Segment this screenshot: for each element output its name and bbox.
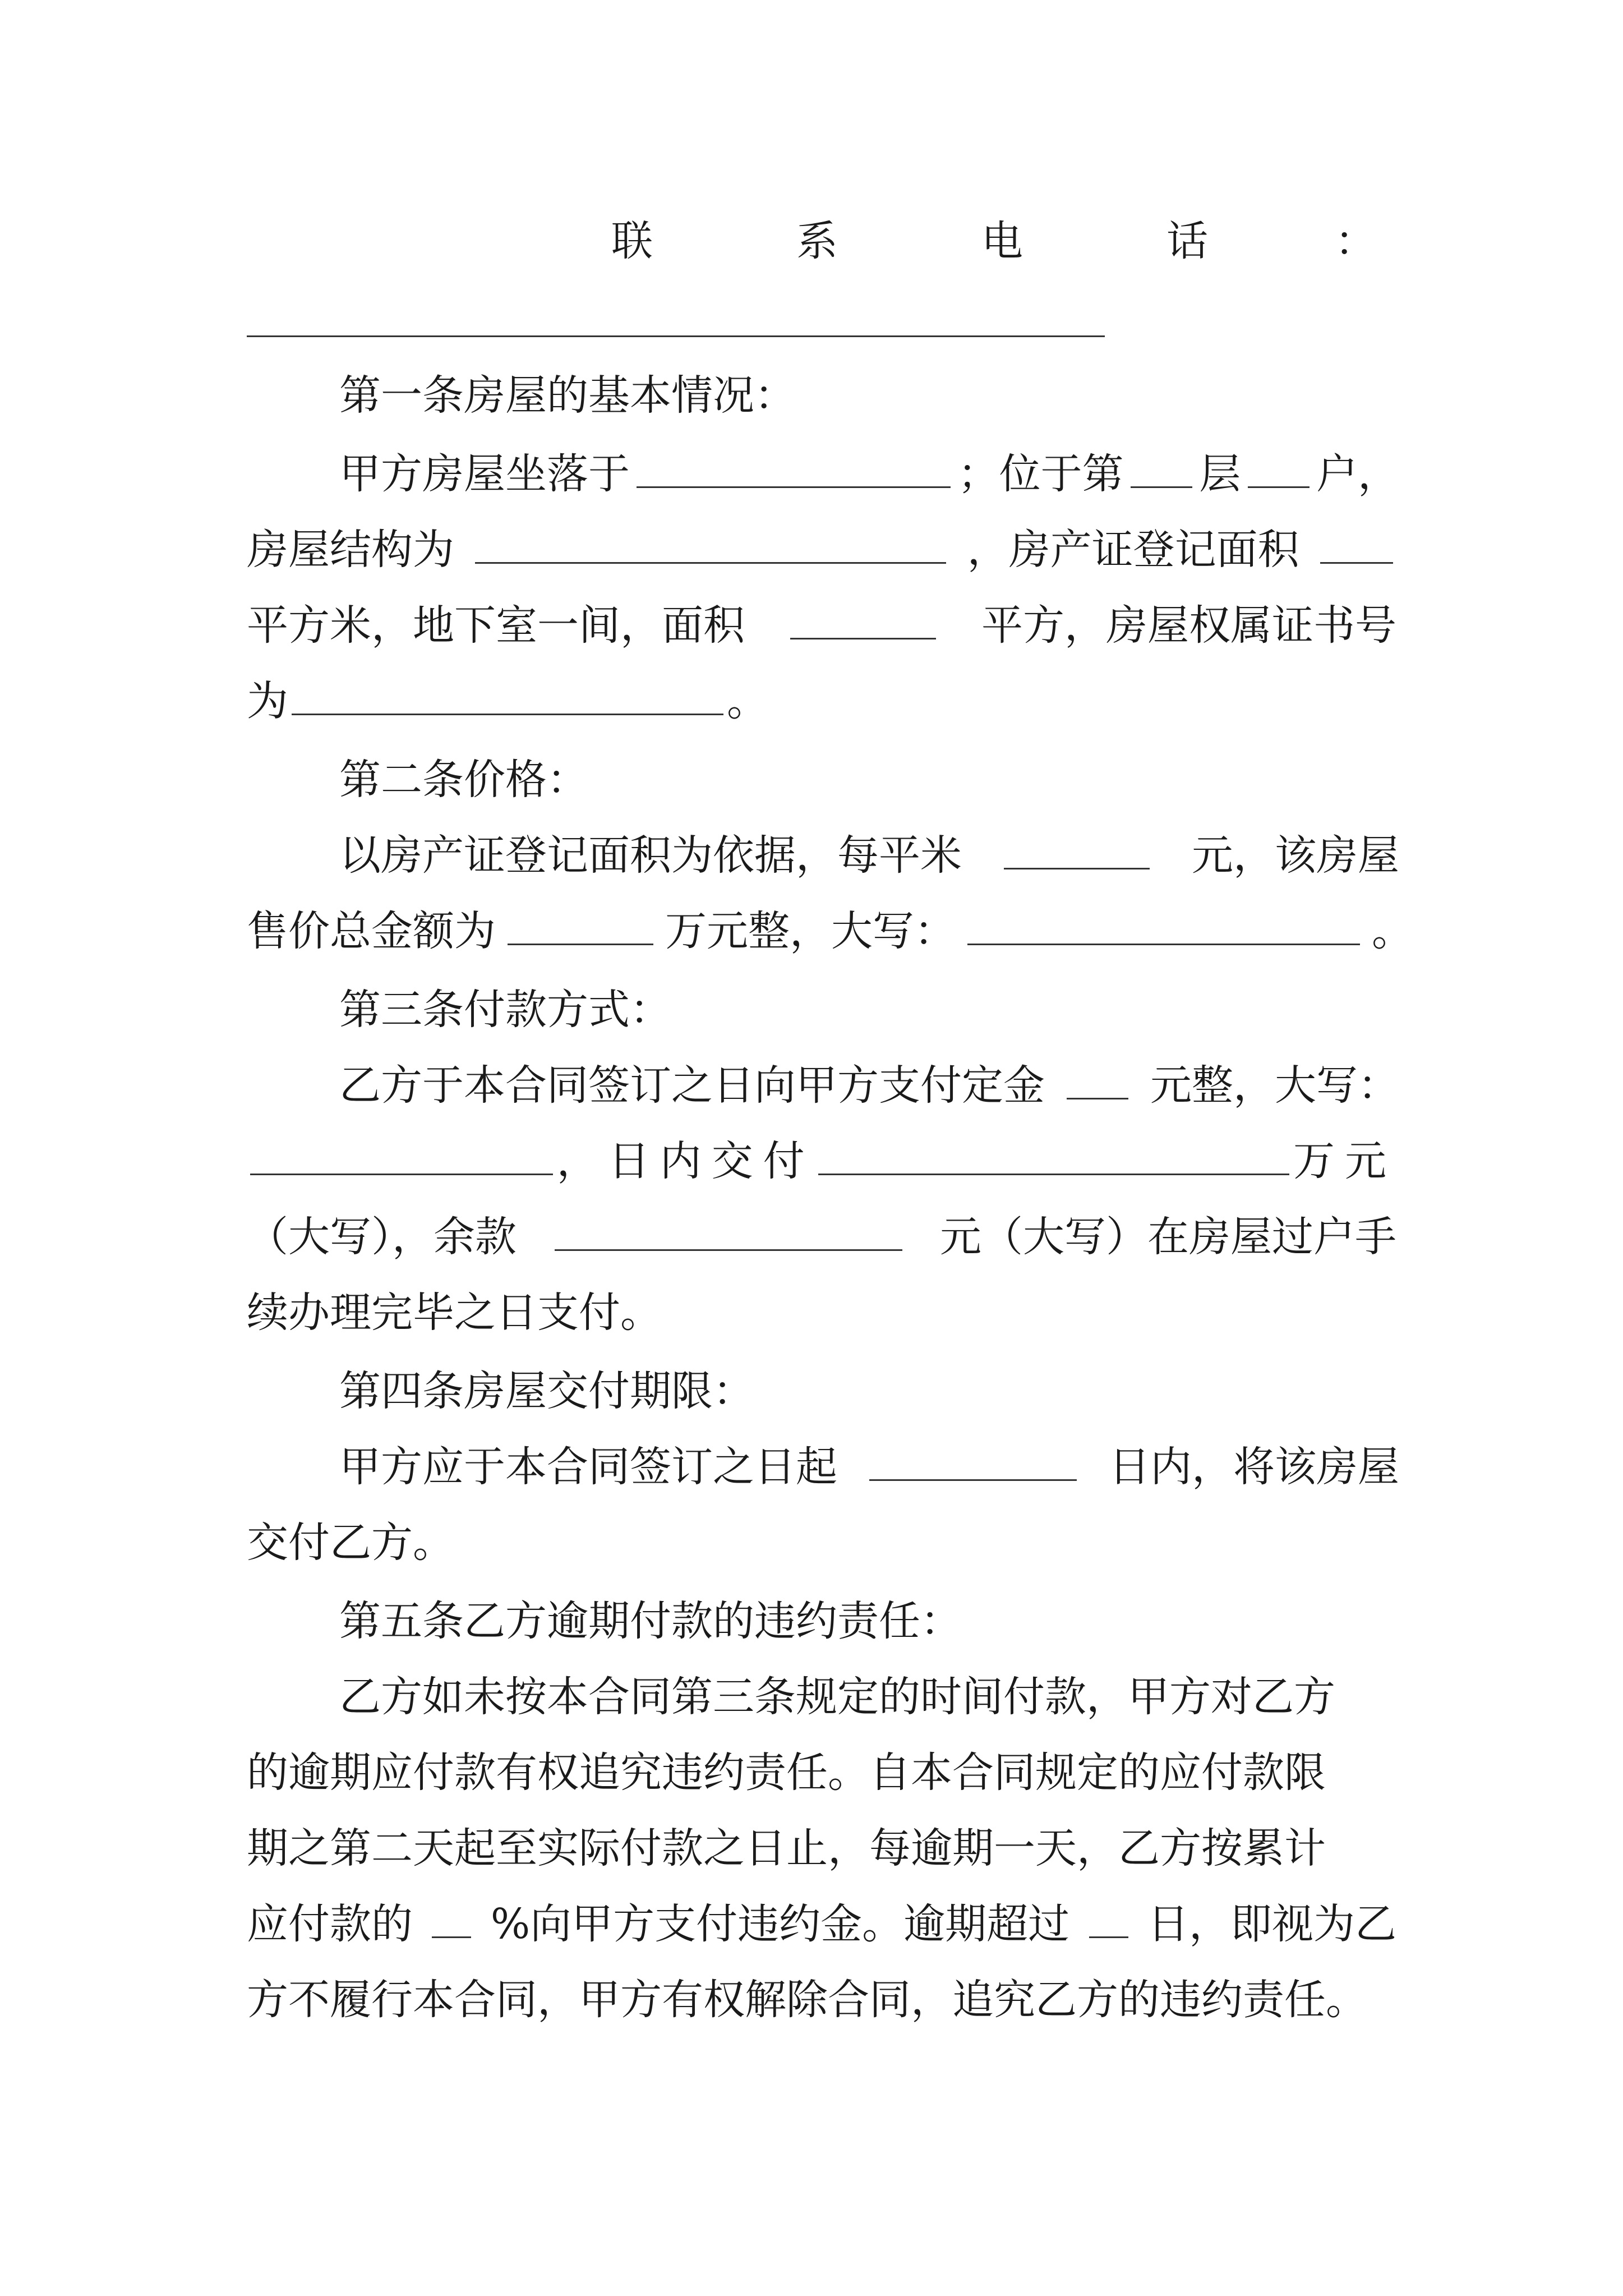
- text: 。: [1372, 907, 1413, 955]
- article-4-line-2: 交付乙方。: [247, 1519, 454, 1567]
- text: 以房产证登记面积为依据，每平米: [339, 831, 962, 880]
- floor-blank: [1131, 446, 1192, 488]
- article-3-line-1: [339, 1046, 1399, 1125]
- structure-blank: [475, 522, 946, 564]
- text: 乙方于本合同签订之日向甲方支付定金: [339, 1061, 1045, 1110]
- article-5-line-3: 期之第二天起至实际付款之日止，每逾期一天，乙方按累计: [247, 1824, 1326, 1872]
- text: 平方，房屋权属证书号: [981, 601, 1396, 650]
- text: 平方米，地下室一间，面积: [247, 601, 745, 650]
- text: 日内，将该房屋: [1109, 1443, 1399, 1491]
- header-char-4: 话: [1166, 217, 1208, 265]
- article-1-title: 第一条房屋的基本情况：: [339, 371, 796, 420]
- text: 元整，大写：: [1150, 1061, 1399, 1110]
- penalty-rate-blank: [432, 1896, 471, 1938]
- total-price-words-blank: [967, 903, 1360, 945]
- article-1-line-1: [339, 435, 1399, 513]
- text: 甲方应于本合同签订之日起: [339, 1443, 837, 1491]
- article-5-title: 第五条乙方逾期付款的违约责任：: [339, 1597, 962, 1645]
- deposit-blank: [1067, 1057, 1128, 1099]
- article-1-line-4: [247, 662, 1396, 740]
- unit-price-blank: [1004, 827, 1150, 869]
- article-2-line-2: [247, 892, 1413, 970]
- article-5-line-1: 乙方如未按本合同第三条规定的时间付款，甲方对乙方: [339, 1673, 1335, 1721]
- text: 元（大写）在房屋过户手: [940, 1213, 1396, 1261]
- text: 为: [247, 677, 288, 725]
- header-char-1: 联: [611, 217, 653, 265]
- text: 。: [727, 677, 768, 725]
- text: （大写），余款: [247, 1213, 517, 1261]
- text: 房屋结构为: [247, 526, 454, 574]
- header-char-2: 系: [796, 217, 838, 265]
- article-2-line-1: [339, 816, 1399, 895]
- article-5-line-5: 方不履行本合同，甲方有权解除合同，追究乙方的违约责任。: [247, 1976, 1367, 2024]
- article-3-line-3: [247, 1198, 1396, 1276]
- article-3-title: 第三条付款方式：: [339, 986, 671, 1034]
- location-blank: [637, 446, 951, 488]
- text: ，日内交付: [556, 1137, 815, 1185]
- text: 售价总金额为: [247, 907, 496, 955]
- text: 万元整，大写：: [665, 907, 956, 955]
- overdue-days-blank: [1089, 1896, 1128, 1938]
- area-blank: [1320, 522, 1393, 564]
- article-1-line-2: [247, 510, 1396, 589]
- text: 户，: [1316, 450, 1399, 498]
- text: 元，该房屋: [1192, 831, 1399, 880]
- article-5-line-2: 的逾期应付款有权追究违约责任。自本合同规定的应付款限: [247, 1749, 1326, 1797]
- text: 应付款的: [247, 1900, 413, 1948]
- article-5-line-4: [247, 1885, 1396, 1963]
- total-price-blank: [508, 903, 653, 945]
- header-char-3: 电: [981, 217, 1023, 265]
- deposit-words-blank: [250, 1133, 553, 1175]
- balance-blank: [555, 1209, 902, 1251]
- article-3-line-4: 续办理完毕之日支付。: [247, 1289, 662, 1337]
- basement-area-blank: [790, 597, 936, 639]
- text: ；位于第: [957, 450, 1124, 498]
- unit-blank: [1248, 446, 1310, 488]
- article-3-line-2: [247, 1122, 1396, 1200]
- certificate-no-blank: [292, 673, 723, 715]
- text: 日，即视为乙: [1147, 1900, 1396, 1948]
- text: %向甲方支付违约金。逾期超过: [490, 1900, 1070, 1948]
- article-2-title: 第二条价格：: [339, 756, 588, 804]
- header-underline: [247, 335, 1105, 337]
- delivery-days-blank: [869, 1439, 1077, 1481]
- text: ，房产证登记面积: [967, 526, 1299, 574]
- article-1-line-3: [247, 586, 1396, 665]
- text: 层: [1199, 450, 1241, 498]
- article-4-line-1: [339, 1428, 1399, 1506]
- text: 甲方房屋坐落于: [339, 450, 630, 498]
- article-4-title: 第四条房屋交付期限：: [339, 1367, 754, 1415]
- installment-blank: [818, 1133, 1289, 1175]
- text: 万元: [1293, 1137, 1396, 1185]
- header-char-5: ：: [1335, 217, 1376, 265]
